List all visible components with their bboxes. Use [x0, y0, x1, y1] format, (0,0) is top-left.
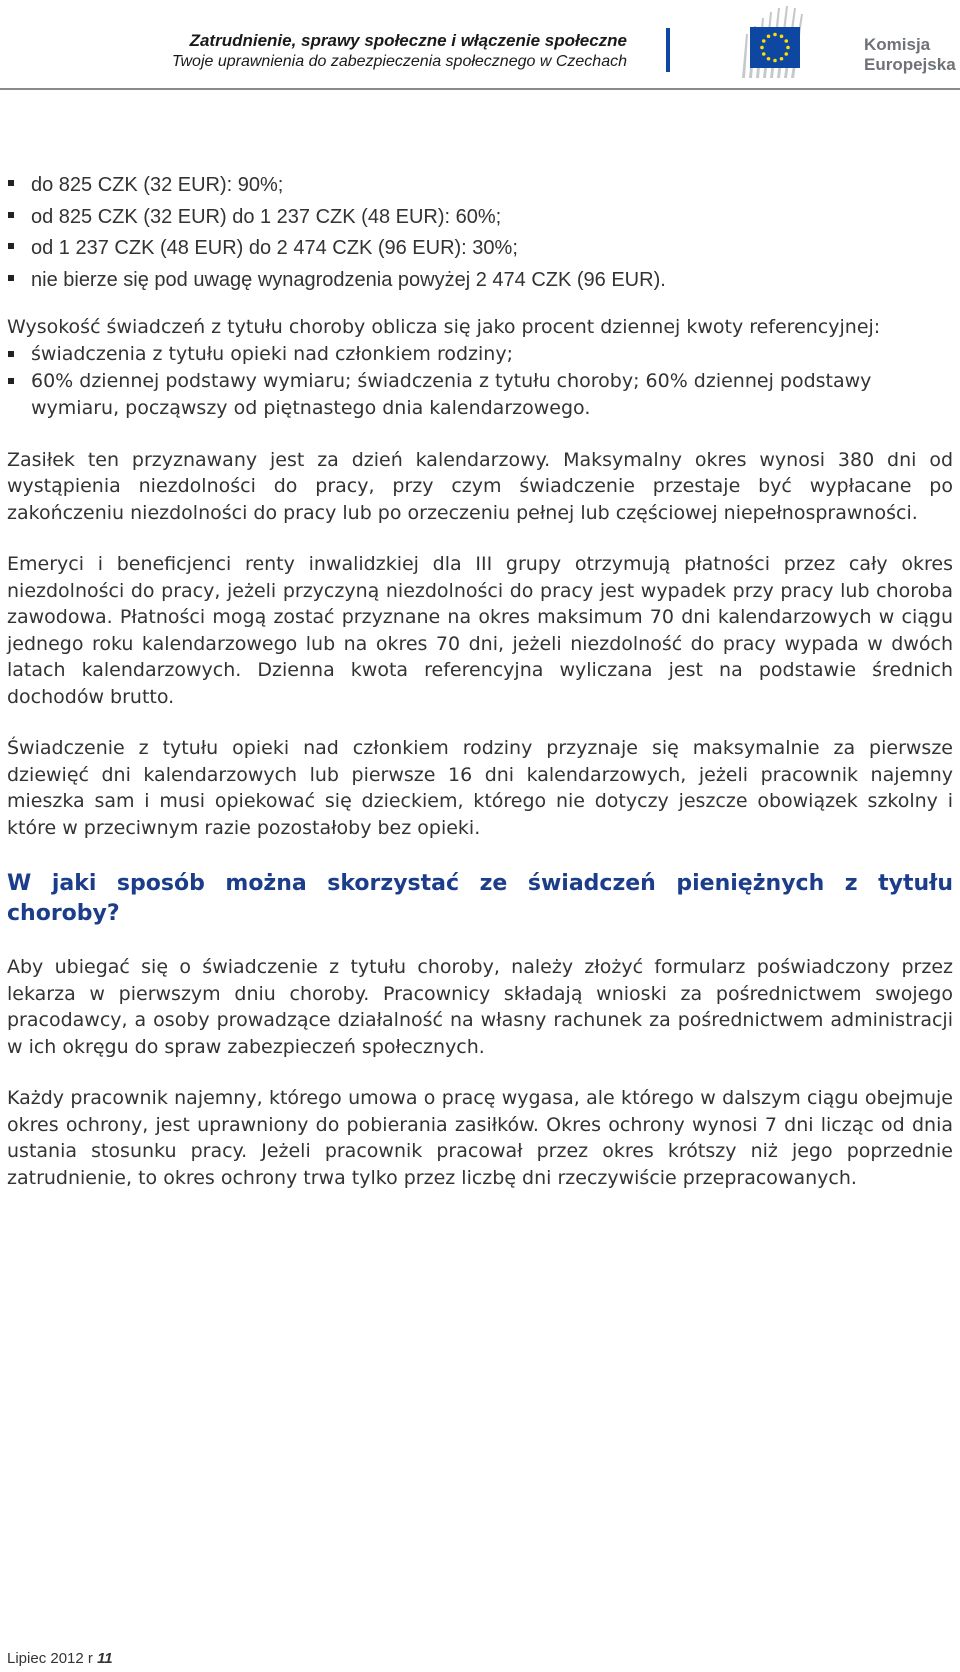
eu-star-icon	[780, 57, 784, 61]
paragraph-duration: Zasiłek ten przyznawany jest za dzień kalendarzowy. Maksymalny okres wynosi 380 dni od wystąpienia niezdolności do pracy, przy czym świadczenie przestaje być wypłacane po zakończeniu niezdolności do pracy lub po orzeczeniu pełnej lub częściowej niepełnosprawności.	[7, 448, 953, 524]
paragraph-how-to-apply: Aby ubiegać się o świadczenie z tytułu choroby, należy złożyć formularz poświadczony przez lekarza w pierwszym dniu choroby. Pracownicy składają wnioski za pośrednictwem swojego pracodawcy, a osoby prowadzące działalność na własny rachunek za pośrednictwem administracji w ich okręgu do spraw zabezpieczeń społecznych.	[7, 956, 953, 1058]
paragraph-pensioners: Emeryci i beneficjenci renty inwalidzkiej dla III grupy otrzymują płatności przez cały okres niezdolności do pracy, jeżeli przyczyną niezdolności do pracy jest wypadek przy pracy lub choroba zawodowa. Płatności mogą zostać przyznane na okres maksimum 70 dni kalendarzowych w ciągu jednego roku kalendarzowego lub na okres 70 dni, jeżeli niezdolność do pracy wypada w dwóch latach kalendarzowych. Dzienna kwota referencyjna wyliczana jest na podstawie średnich dochodów brutto.	[7, 553, 953, 708]
eu-star-icon	[767, 57, 771, 61]
eu-star-icon	[767, 34, 771, 38]
list-item: od 1 237 CZK (48 EUR) do 2 474 CZK (96 EUR): 30%;	[7, 233, 953, 265]
logo-line-2: Europejska	[864, 55, 956, 74]
benefit-types-list	[7, 341, 953, 422]
paragraph-family-care: Świadczenie z tytułu opieki nad członkiem rodziny przyznaje się maksymalnie za pierwsze dziewięć dni kalendarzowych lub pierwsze 16 dni kalendarzowych, jeżeli pracownik najemny mieszka sam i musi opiekować się dzieckiem, którego nie dotyczy jeszcze obowiązek szkolny i które w przeciwnym razie pozostałoby bez opieki.	[7, 737, 953, 839]
list-item: 60% dziennej podstawy wymiaru; świadczenia z tytułu choroby; 60% dziennej podstawy wymiaru, począwszy od piętnastego dnia kalendarzowego.	[7, 368, 953, 422]
eu-star-icon	[762, 52, 766, 56]
list-item: od 825 CZK (32 EUR) do 1 237 CZK (48 EUR): 60%;	[7, 202, 953, 234]
eu-star-icon	[784, 39, 788, 43]
eu-star-icon	[762, 39, 766, 43]
header-title: Zatrudnienie, sprawy społeczne i włączenie społeczne	[189, 31, 627, 50]
document-body	[7, 170, 953, 1191]
header-rule	[0, 88, 960, 90]
header-separator	[666, 28, 670, 72]
page-number: 11	[97, 1650, 113, 1667]
page-header	[0, 0, 960, 88]
section-heading: W jaki sposób można skorzystać ze świadczeń pieniężnych z tytułu choroby?	[7, 871, 953, 926]
header-titles	[172, 30, 627, 72]
eu-star-icon	[773, 59, 777, 63]
eu-star-icon	[773, 33, 777, 37]
paragraph-benefit-calculation: Wysokość świadczeń z tytułu choroby oblicza się jako procent dziennej kwoty referencyjnej:	[7, 316, 881, 338]
page-footer	[7, 1650, 113, 1667]
eu-star-icon	[786, 46, 790, 50]
eu-star-icon	[780, 34, 784, 38]
logo-line-1: Komisja	[864, 35, 931, 54]
eu-star-icon	[784, 52, 788, 56]
eu-star-icon	[760, 46, 764, 50]
list-item: świadczenia z tytułu opieki nad członkiem rodziny;	[7, 341, 953, 368]
footer-date: Lipiec 2012 r	[7, 1650, 93, 1667]
list-item: nie bierze się pod uwagę wynagrodzenia powyżej 2 474 CZK (96 EUR).	[7, 265, 953, 297]
list-item: do 825 CZK (32 EUR): 90%;	[7, 170, 953, 202]
eu-flag-icon	[750, 27, 800, 68]
header-subtitle: Twoje uprawnienia do zabezpieczenia społecznego w Czechach	[171, 53, 627, 70]
paragraph-protection-period: Każdy pracownik najemny, którego umowa o pracę wygasa, ale którego w dalszym ciągu obejmuje okres ochrony, jest uprawniony do pobierania zasiłków. Okres ochrony wynosi 7 dni licząc od dnia ustania stosunku pracy. Jeżeli pracownik pracował przez okres krótszy niż jego poprzednie zatrudnienie, to okres ochrony trwa tylko przez liczbę dni rzeczywiście przepracowanych.	[7, 1087, 953, 1189]
threshold-list	[7, 170, 953, 296]
commission-logo-text	[864, 35, 956, 75]
